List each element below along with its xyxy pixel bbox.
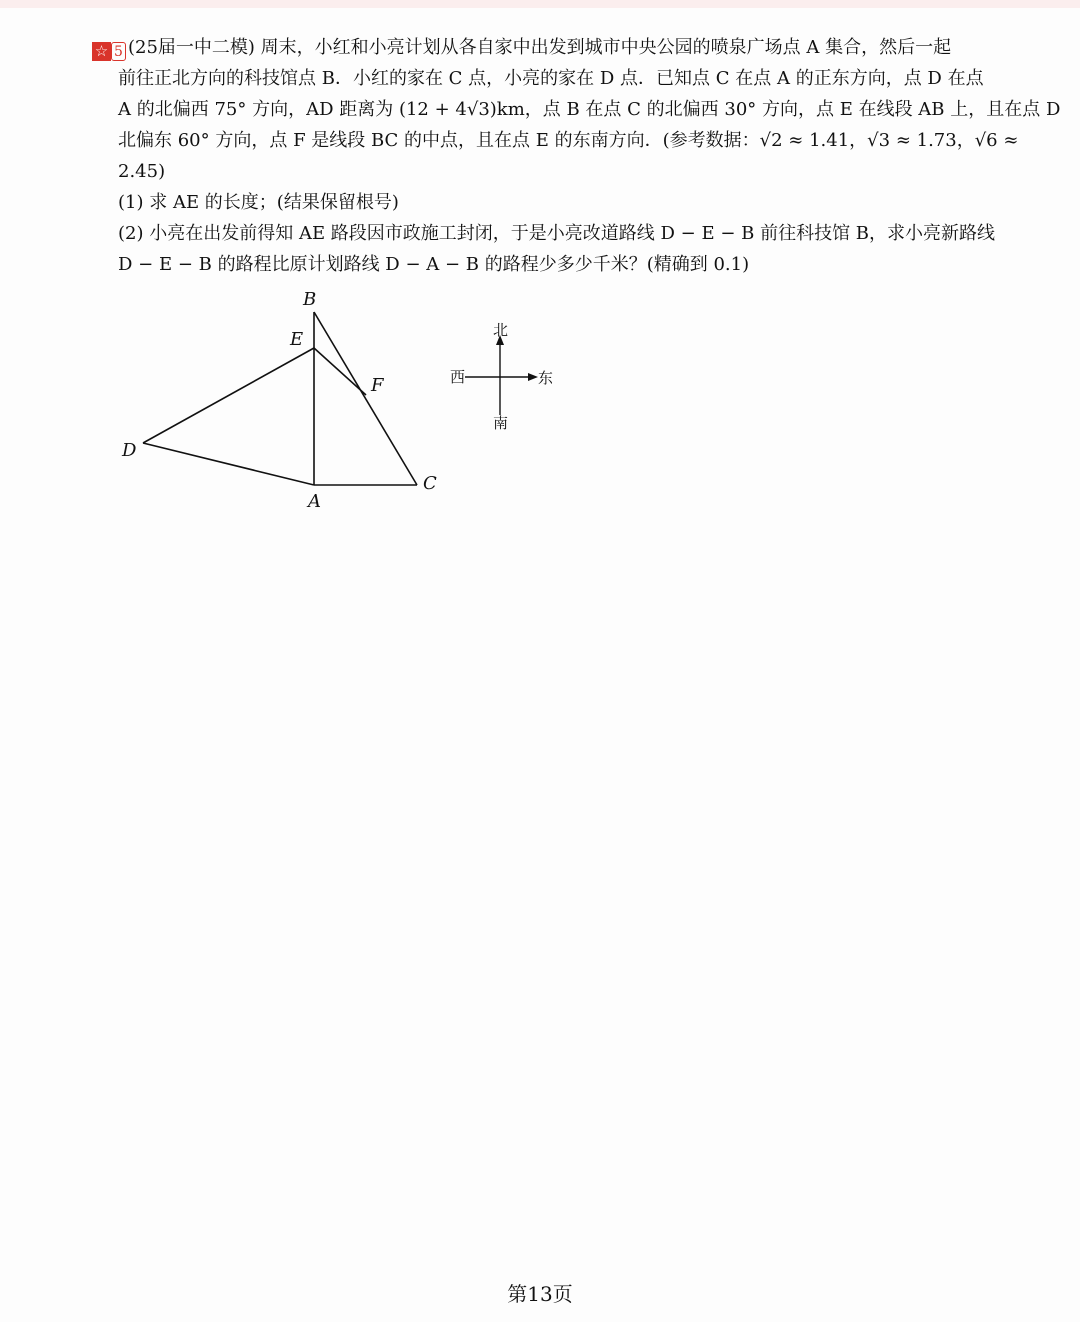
label-A: A [308,491,321,512]
geometry-figure [110,285,470,525]
compass-west: 西 [450,368,466,386]
compass-east: 东 [538,369,554,387]
label-D: D [122,440,137,461]
east-arrow-icon [528,373,538,381]
problem-line-1-text: (25届一中二模) 周末，小红和小亮计划从各自家中出发到城市中央公园的喷泉广场点 A 集合，然后一起 [128,37,952,58]
star-icon: ☆ [92,42,111,61]
problem-line-5: 2.45) [118,161,166,182]
question-2-line-1: (2) 小亮在出发前得知 AE 路段因市政施工封闭，于是小亮改道路线 D − E − B 前往科技馆 B，求小亮新路线 [118,223,996,244]
problem-text [92,32,1061,280]
problem-line-4: 北偏东 60° 方向，点 F 是线段 BC 的中点，且在点 E 的东南方向．(参考数据：√2 ≈ 1.41，√3 ≈ 1.73，√6 ≈ [118,130,1019,151]
problem-line-2: 前往正北方向的科技馆点 B．小红的家在 C 点，小亮的家在 D 点．已知点 C 在点 A 的正东方向，点 D 在点 [118,68,984,89]
segment-DE [143,348,314,443]
page-number: 第13页 [507,1282,573,1306]
label-C: C [423,473,437,494]
label-E: E [290,329,304,350]
question-1: (1) 求 AE 的长度；(结果保留根号) [118,192,399,213]
problem-number-badge: 5 [111,42,126,61]
label-F: F [371,375,384,396]
problem-line-1 [92,32,1042,63]
problem-line-3: A 的北偏西 75° 方向，AD 距离为 (12 + 4√3)km，点 B 在点 C 的北偏西 30° 方向，点 E 在线段 AB 上，且在点 D [118,99,1061,120]
top-decoration-strip [0,0,1080,8]
compass-north: 北 [493,321,509,339]
compass-south: 南 [493,414,509,432]
segment-DA [143,443,314,485]
label-B: B [303,289,317,310]
question-2-line-2: D − E − B 的路程比原计划路线 D − A − B 的路程少多少千米？(精确到 0.1) [118,254,750,275]
segment-BC [314,312,417,485]
compass-rose [440,315,570,440]
